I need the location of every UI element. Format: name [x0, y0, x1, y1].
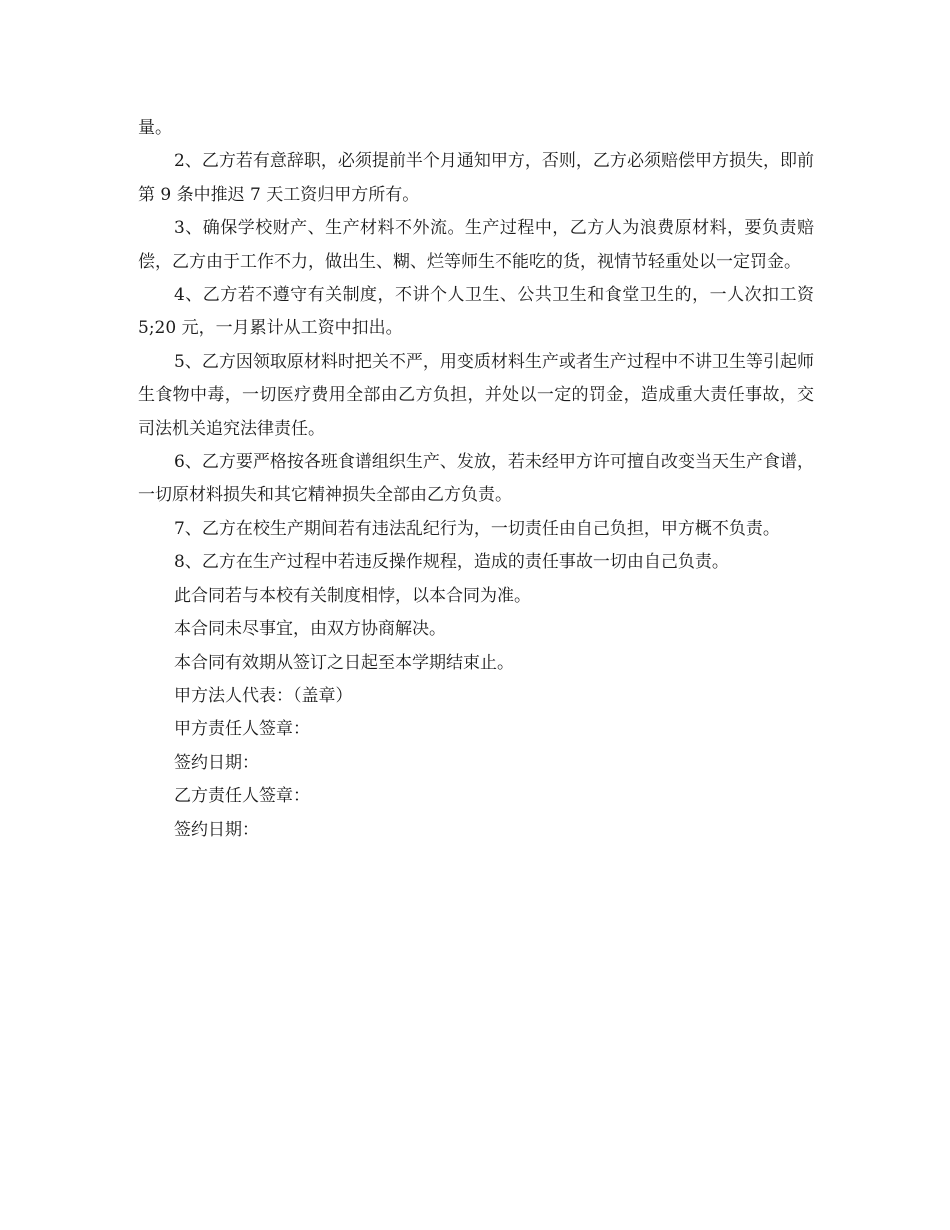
- clause-3: 3、确保学校财产、生产材料不外流。生产过程中，乙方人为浪费原材料，要负责赔偿，乙方由于工作不力，做出生、糊、烂等师生不能吃的货，视情节轻重处以一定罚金。: [138, 218, 814, 272]
- clause-7: 7、乙方在校生产期间若有违法乱纪行为，一切责任由自己负担，甲方概不负责。: [174, 518, 780, 539]
- party-a-signature-line: 甲方责任人签章：: [174, 719, 310, 740]
- contract-body: [138, 112, 814, 847]
- clause-4: 4、乙方若不遵守有关制度，不讲个人卫生、公共卫生和食堂卫生的，一人次扣工资 5;20 元，一月累计从工资中扣出。: [138, 285, 814, 339]
- paragraph-continuation: 量。: [138, 118, 172, 138]
- unresolved-matters-clause: 本合同未尽事宜，由双方协商解决。: [174, 619, 446, 640]
- party-b-date-line: 签约日期：: [174, 819, 259, 840]
- precedence-clause: 此合同若与本校有关制度相悖，以本合同为准。: [174, 585, 531, 606]
- party-a-date-line: 签约日期：: [174, 752, 259, 773]
- validity-clause: 本合同有效期从签订之日起至本学期结束止。: [174, 652, 514, 673]
- party-a-legal-rep-line: 甲方法人代表：（盖章）: [174, 685, 353, 706]
- clause-5: 5、乙方因领取原材料时把关不严，用变质材料生产或者生产过程中不讲卫生等引起师生食物中毒，一切医疗费用全部由乙方负担，并处以一定的罚金，造成重大责任事故，交司法机关追究法律责任。: [138, 351, 814, 439]
- clause-2: 2、乙方若有意辞职，必须提前半个月通知甲方，否则，乙方必须赔偿甲方损失，即前第 9 条中推迟 7 天工资归甲方所有。: [138, 151, 814, 205]
- party-b-signature-line: 乙方责任人签章：: [174, 786, 310, 807]
- clause-8: 8、乙方在生产过程中若违反操作规程，造成的责任事故一切由自己负责。: [174, 552, 729, 573]
- clause-6: 6、乙方要严格按各班食谱组织生产、发放，若未经甲方许可擅自改变当天生产食谱，一切原材料损失和其它精神损失全部由乙方负责。: [138, 452, 814, 506]
